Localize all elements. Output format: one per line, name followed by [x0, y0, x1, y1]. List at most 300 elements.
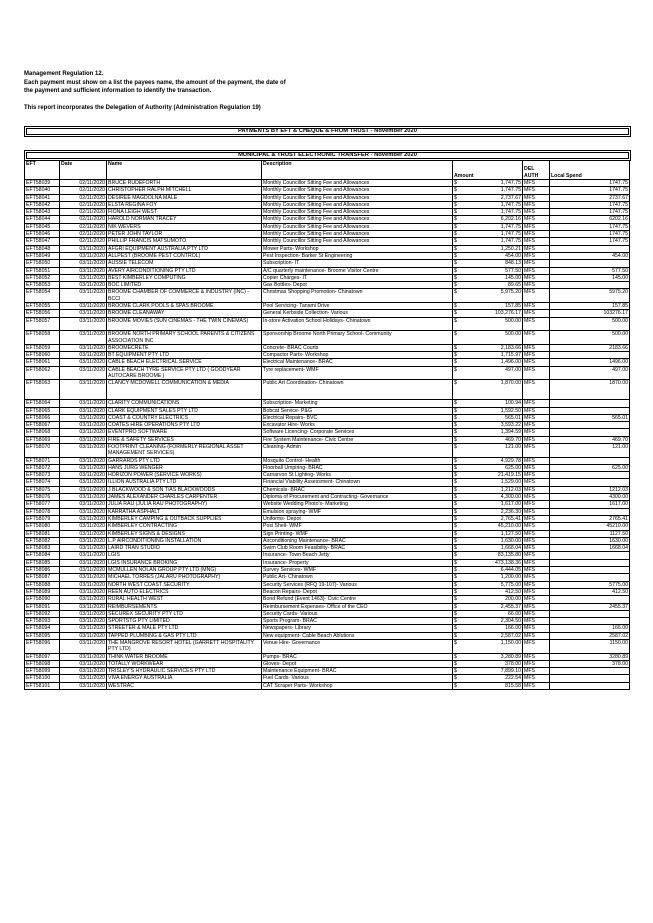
- table-row: [25, 530, 630, 537]
- description-cell: Copier Charges- IT: [262, 274, 453, 281]
- payee-name-cell: CABLE BEACH ELECTRICAL SERVICE: [107, 359, 262, 366]
- date-cell: 03/11/2020: [60, 632, 107, 639]
- eft-cell: EFT58048: [25, 245, 60, 252]
- amount-cell: 412.50: [461, 588, 523, 595]
- date-cell: 03/11/2020: [60, 494, 107, 501]
- table-row: [25, 632, 630, 639]
- auth-cell: MFS: [523, 653, 550, 660]
- date-cell: 03/11/2020: [60, 436, 107, 443]
- table-row: [25, 640, 630, 654]
- currency-cell: $: [453, 260, 461, 267]
- date-cell: 03/11/2020: [60, 660, 107, 667]
- payee-name-cell: TRISLEY'S HYDRAULIC SERVICES PTY LTD: [107, 668, 262, 675]
- auth-cell: MFS: [523, 194, 550, 201]
- local-spend-cell: [550, 559, 630, 566]
- table-row: [25, 668, 630, 675]
- date-cell: 03/11/2020: [60, 545, 107, 552]
- auth-cell: MFS: [523, 530, 550, 537]
- table-row: [25, 366, 630, 380]
- eft-cell: EFT58064: [25, 400, 60, 407]
- auth-cell: MFS: [523, 574, 550, 581]
- description-cell: Monthly Councillor Sitting Fee and Allowances: [262, 238, 453, 245]
- table-row: [25, 618, 630, 625]
- auth-cell: MFS: [523, 552, 550, 559]
- payee-name-cell: COATES HIRE OPERATIONS PTY LTD: [107, 422, 262, 429]
- amount-cell: 625.00: [461, 464, 523, 471]
- table-row: [25, 581, 630, 588]
- payee-name-cell: FIONA LEIGH WEST: [107, 209, 262, 216]
- auth-cell: MFS: [523, 310, 550, 317]
- table-row: [25, 303, 630, 310]
- auth-cell: MFS: [523, 187, 550, 194]
- description-cell: Security Cards- Various: [262, 610, 453, 617]
- currency-cell: $: [453, 366, 461, 380]
- eft-cell: EFT58101: [25, 682, 60, 689]
- currency-cell: $: [453, 436, 461, 443]
- eft-cell: EFT58067: [25, 422, 60, 429]
- eft-cell: EFT58063: [25, 380, 60, 400]
- payee-name-cell: BROOME NORTH PRIMARY SCHOOL PARENTS & CITIZENS ASSOCIATION INC: [107, 331, 262, 345]
- local-spend-cell: [550, 618, 630, 625]
- local-spend-cell: 497.00: [550, 366, 630, 380]
- local-spend-cell: [550, 668, 630, 675]
- amount-cell: 1,747.75: [461, 209, 523, 216]
- description-cell: Bobcat Service- P&G: [262, 407, 453, 414]
- eft-cell: EFT58042: [25, 201, 60, 208]
- auth-cell: MFS: [523, 231, 550, 238]
- description-cell: Beacon Repairs- Depot: [262, 588, 453, 595]
- auth-cell: MFS: [523, 267, 550, 274]
- payee-name-cell: ALLPEST (BROOME PEST CONTROL): [107, 252, 262, 259]
- date-cell: 03/11/2020: [60, 400, 107, 407]
- local-spend-cell: [550, 552, 630, 559]
- local-spend-cell: 1668.04: [550, 545, 630, 552]
- eft-cell: EFT58043: [25, 209, 60, 216]
- local-spend-cell: [550, 682, 630, 689]
- description-cell: Monthly Councillor Sitting Fee and Allowances: [262, 216, 453, 223]
- auth-cell: MFS: [523, 660, 550, 667]
- local-spend-cell: 1127.50: [550, 530, 630, 537]
- amount-cell: 473,138.36: [461, 559, 523, 566]
- auth-cell: MFS: [523, 422, 550, 429]
- eft-cell: EFT58066: [25, 414, 60, 421]
- amount-cell: 469.70: [461, 436, 523, 443]
- date-cell: 03/11/2020: [60, 422, 107, 429]
- header-local-spend: Local Spend: [550, 161, 630, 180]
- table-row: [25, 675, 630, 682]
- payee-name-cell: TOTALLY WORKWEAR: [107, 660, 262, 667]
- date-cell: 03/11/2020: [60, 472, 107, 479]
- date-cell: 03/11/2020: [60, 559, 107, 566]
- auth-cell: MFS: [523, 380, 550, 400]
- date-cell: 03/11/2020: [60, 344, 107, 351]
- date-cell: 03/11/2020: [60, 359, 107, 366]
- description-cell: Software Licencing- Corporate Services: [262, 429, 453, 436]
- description-cell: Subscription- Marketing: [262, 400, 453, 407]
- eft-cell: EFT58085: [25, 559, 60, 566]
- amount-cell: 497.00: [461, 366, 523, 380]
- table-row: [25, 574, 630, 581]
- amount-cell: 166.00: [461, 625, 523, 632]
- date-cell: 03/11/2020: [60, 310, 107, 317]
- table-row: [25, 209, 630, 216]
- description-cell: Airconditioning Maintenance- BRAC: [262, 537, 453, 544]
- description-cell: Posi Shell- WMF: [262, 523, 453, 530]
- amount-cell: 222.54: [461, 675, 523, 682]
- amount-cell: 1,668.04: [461, 545, 523, 552]
- eft-cell: EFT58055: [25, 303, 60, 310]
- auth-cell: MFS: [523, 559, 550, 566]
- table-row: [25, 537, 630, 544]
- description-cell: Financial Viability Assessment- Chinatown: [262, 479, 453, 486]
- local-spend-cell: [550, 675, 630, 682]
- date-cell: 03/11/2020: [60, 501, 107, 508]
- table-row: [25, 317, 630, 331]
- auth-cell: MFS: [523, 457, 550, 464]
- local-spend-cell: 6202.16: [550, 216, 630, 223]
- description-cell: New equipment- Cable Beach Ablutions: [262, 632, 453, 639]
- amount-cell: 2,304.50: [461, 618, 523, 625]
- table-row: [25, 231, 630, 238]
- eft-cell: EFT58091: [25, 603, 60, 610]
- date-cell: 03/11/2020: [60, 515, 107, 522]
- currency-cell: $: [453, 231, 461, 238]
- auth-cell: MFS: [523, 317, 550, 331]
- description-cell: Public Art- Chinatown: [262, 574, 453, 581]
- local-spend-cell: 412.50: [550, 588, 630, 595]
- table-row: [25, 479, 630, 486]
- table-row: [25, 610, 630, 617]
- description-cell: Pumps- BRAC: [262, 653, 453, 660]
- currency-cell: $: [453, 414, 461, 421]
- payee-name-cell: NORTH WEST COAST SECURITY: [107, 581, 262, 588]
- auth-cell: MFS: [523, 567, 550, 574]
- amount-cell: 3,593.22: [461, 422, 523, 429]
- auth-cell: MFS: [523, 603, 550, 610]
- amount-cell: 121.00: [461, 443, 523, 457]
- date-cell: 02/11/2020: [60, 187, 107, 194]
- header-name: Name: [107, 161, 262, 180]
- currency-cell: $: [453, 201, 461, 208]
- eft-cell: EFT58047: [25, 238, 60, 245]
- amount-cell: 66.00: [461, 610, 523, 617]
- currency-cell: $: [453, 407, 461, 414]
- date-cell: 03/11/2020: [60, 486, 107, 493]
- amount-cell: 1,747.75: [461, 223, 523, 230]
- header-del-auth: [523, 161, 550, 180]
- payee-name-cell: LGIS INSURANCE BROKING: [107, 559, 262, 566]
- auth-cell: MFS: [523, 494, 550, 501]
- currency-cell: $: [453, 610, 461, 617]
- auth-cell: MFS: [523, 352, 550, 359]
- amount-cell: 6,444.05: [461, 567, 523, 574]
- currency-cell: $: [453, 675, 461, 682]
- eft-cell: EFT58071: [25, 457, 60, 464]
- local-spend-cell: 1747.75: [550, 209, 630, 216]
- amount-cell: 2,183.66: [461, 344, 523, 351]
- auth-cell: MFS: [523, 344, 550, 351]
- currency-cell: $: [453, 352, 461, 359]
- date-cell: 03/11/2020: [60, 618, 107, 625]
- currency-cell: $: [453, 209, 461, 216]
- description-cell: Insurance- Property: [262, 559, 453, 566]
- currency-cell: $: [453, 640, 461, 654]
- auth-cell: MFS: [523, 407, 550, 414]
- regulation-title: Management Regulation 12.: [24, 71, 104, 77]
- local-spend-cell: 1212.03: [550, 486, 630, 493]
- description-cell: Security Services (RFQ 19-107)- Various: [262, 581, 453, 588]
- table-row: [25, 223, 630, 230]
- payee-name-cell: JAMES ALEXANDER CHARLES CARPENTER: [107, 494, 262, 501]
- table-row: [25, 380, 630, 400]
- currency-cell: $: [453, 559, 461, 566]
- local-spend-cell: 1747.75: [550, 180, 630, 187]
- amount-cell: 1,496.00: [461, 359, 523, 366]
- payee-name-cell: STREETER & MALE PTY LTD: [107, 625, 262, 632]
- date-cell: 03/11/2020: [60, 252, 107, 259]
- table-row: [25, 238, 630, 245]
- table-row: [25, 501, 630, 508]
- date-cell: 03/11/2020: [60, 245, 107, 252]
- date-cell: 03/11/2020: [60, 668, 107, 675]
- description-cell: Electrical Maintenance- BRAC: [262, 359, 453, 366]
- table-row: [25, 245, 630, 252]
- auth-cell: MFS: [523, 618, 550, 625]
- eft-cell: EFT58065: [25, 407, 60, 414]
- eft-cell: EFT58061: [25, 359, 60, 366]
- amount-cell: 454.00: [461, 252, 523, 259]
- payee-name-cell: HORIZON POWER (SERVICE WORKS): [107, 472, 262, 479]
- payee-name-cell: PHILLIP FRANCIS MATSUMOTO: [107, 238, 262, 245]
- payee-name-cell: KIMBERLEY CAMPING & OUTBACK SUPPLIES: [107, 515, 262, 522]
- eft-cell: EFT58096: [25, 640, 60, 654]
- auth-cell: MFS: [523, 359, 550, 366]
- description-cell: Fire System Maintenance- Civic Centre: [262, 436, 453, 443]
- amount-cell: 2,587.02: [461, 632, 523, 639]
- payee-name-cell: COAST & COUNTRY ELECTRICS: [107, 414, 262, 421]
- amount-cell: 1,127.50: [461, 530, 523, 537]
- description-cell: A/C quarterly maintenance- Broome Visitor Centre: [262, 267, 453, 274]
- local-spend-cell: 1617.00: [550, 501, 630, 508]
- local-spend-cell: [550, 422, 630, 429]
- regulation-text-2: the payment and sufficient information to identify the transaction.: [24, 88, 212, 94]
- amount-cell: 2,236.30: [461, 508, 523, 515]
- currency-cell: $: [453, 303, 461, 310]
- eft-cell: EFT58088: [25, 581, 60, 588]
- auth-cell: MFS: [523, 486, 550, 493]
- local-spend-cell: 577.50: [550, 267, 630, 274]
- date-cell: 03/11/2020: [60, 537, 107, 544]
- description-cell: Cleaning- Admin: [262, 443, 453, 457]
- date-cell: 03/11/2020: [60, 610, 107, 617]
- amount-cell: 815.58: [461, 682, 523, 689]
- eft-cell: EFT58081: [25, 530, 60, 537]
- description-cell: In-store Activation School Holidays- Chinatown: [262, 317, 453, 331]
- description-cell: Sign Printing- WMF: [262, 530, 453, 537]
- table-row: [25, 216, 630, 223]
- auth-cell: MFS: [523, 668, 550, 675]
- eft-cell: EFT58094: [25, 625, 60, 632]
- auth-cell: MFS: [523, 282, 550, 289]
- payee-name-cell: EVENTPRO SOFTWARE: [107, 429, 262, 436]
- payments-table: [24, 160, 630, 690]
- payee-name-cell: BROOME CHAMBER OF COMMERCE & INDUSTRY (INC) - BCCI: [107, 289, 262, 303]
- eft-cell: EFT58059: [25, 344, 60, 351]
- currency-cell: $: [453, 238, 461, 245]
- header-description: Description: [262, 161, 453, 180]
- date-cell: 03/11/2020: [60, 380, 107, 400]
- payee-name-cell: AUSSIE TELECOM: [107, 260, 262, 267]
- description-cell: Monthly Councillor Sitting Fee and Allowances: [262, 187, 453, 194]
- date-cell: 02/11/2020: [60, 216, 107, 223]
- eft-cell: EFT58039: [25, 180, 60, 187]
- date-cell: 03/11/2020: [60, 552, 107, 559]
- eft-cell: EFT58060: [25, 352, 60, 359]
- currency-cell: $: [453, 443, 461, 457]
- description-cell: Uniforms- Depot: [262, 515, 453, 522]
- table-row: [25, 523, 630, 530]
- date-cell: 03/11/2020: [60, 282, 107, 289]
- description-cell: Insurance- Town Beach Jetty: [262, 552, 453, 559]
- description-cell: Gloves- Depot: [262, 660, 453, 667]
- auth-cell: MFS: [523, 201, 550, 208]
- payee-name-cell: BRUCE RUDEFORTH: [107, 180, 262, 187]
- date-cell: 03/11/2020: [60, 443, 107, 457]
- description-cell: Floorball Umpiring- BRAC: [262, 464, 453, 471]
- currency-cell: $: [453, 464, 461, 471]
- eft-cell: EFT58053: [25, 282, 60, 289]
- date-cell: 03/11/2020: [60, 523, 107, 530]
- date-cell: 02/11/2020: [60, 209, 107, 216]
- eft-cell: EFT58100: [25, 675, 60, 682]
- table-row: [25, 603, 630, 610]
- eft-cell: EFT58044: [25, 216, 60, 223]
- date-cell: 02/11/2020: [60, 180, 107, 187]
- local-spend-cell: 1150.00: [550, 640, 630, 654]
- payee-name-cell: MCMULLEN NOLAN GROUP PTY LTD (MNG): [107, 567, 262, 574]
- currency-cell: $: [453, 545, 461, 552]
- amount-cell: 200.00: [461, 596, 523, 603]
- date-cell: 03/11/2020: [60, 267, 107, 274]
- auth-cell: MFS: [523, 464, 550, 471]
- payee-name-cell: BEST KIMBERLEY COMPUTING: [107, 274, 262, 281]
- auth-cell: MFS: [523, 331, 550, 345]
- local-spend-cell: 2183.66: [550, 344, 630, 351]
- currency-cell: $: [453, 515, 461, 522]
- amount-cell: 4,300.00: [461, 494, 523, 501]
- amount-cell: 1,747.75: [461, 180, 523, 187]
- payee-name-cell: GARRARDS PTY LTD: [107, 457, 262, 464]
- payee-name-cell: BROOME CLARK POOLS & SPAS BROOME: [107, 303, 262, 310]
- date-cell: 03/11/2020: [60, 331, 107, 345]
- description-cell: Reimbursement Expenses- Office of the CEO: [262, 603, 453, 610]
- eft-cell: EFT58049: [25, 252, 60, 259]
- auth-cell: MFS: [523, 596, 550, 603]
- currency-cell: $: [453, 223, 461, 230]
- amount-cell: 1,394.59: [461, 429, 523, 436]
- table-row: [25, 201, 630, 208]
- eft-cell: EFT58054: [25, 289, 60, 303]
- table-row: [25, 653, 630, 660]
- currency-cell: $: [453, 359, 461, 366]
- description-cell: Excavator Hire- Works: [262, 422, 453, 429]
- eft-cell: EFT58093: [25, 618, 60, 625]
- amount-cell: 1,212.03: [461, 486, 523, 493]
- eft-cell: EFT58083: [25, 545, 60, 552]
- auth-cell: MFS: [523, 252, 550, 259]
- currency-cell: $: [453, 400, 461, 407]
- local-spend-cell: [550, 479, 630, 486]
- description-cell: Electrical Repairs- BVC: [262, 414, 453, 421]
- local-spend-cell: 1496.00: [550, 359, 630, 366]
- payee-name-cell: SPORTSTG PTY LIMITED: [107, 618, 262, 625]
- payee-name-cell: NIK WEVERS: [107, 223, 262, 230]
- auth-cell: MFS: [523, 625, 550, 632]
- currency-cell: $: [453, 422, 461, 429]
- payee-name-cell: CLARK EQUIPMENT SALES PTY LTD: [107, 407, 262, 414]
- currency-cell: $: [453, 274, 461, 281]
- eft-cell: EFT58041: [25, 194, 60, 201]
- currency-cell: $: [453, 530, 461, 537]
- auth-cell: MFS: [523, 260, 550, 267]
- amount-cell: 5,775.00: [461, 581, 523, 588]
- currency-cell: $: [453, 552, 461, 559]
- payee-name-cell: MICHAEL TORRES (JALARU PHOTOGRAPHY): [107, 574, 262, 581]
- auth-cell: MFS: [523, 180, 550, 187]
- payee-name-cell: REEN AUTO ELECTRICS: [107, 588, 262, 595]
- amount-cell: 83,135.80: [461, 552, 523, 559]
- currency-cell: $: [453, 479, 461, 486]
- local-spend-cell: [550, 282, 630, 289]
- currency-cell: $: [453, 216, 461, 223]
- payee-name-cell: SECUREX SECURITY PTY LTD: [107, 610, 262, 617]
- amount-cell: 1,747.75: [461, 187, 523, 194]
- local-spend-cell: 166.00: [550, 625, 630, 632]
- auth-cell: MFS: [523, 515, 550, 522]
- eft-cell: EFT58080: [25, 523, 60, 530]
- local-spend-cell: 1870.00: [550, 380, 630, 400]
- eft-cell: EFT58087: [25, 574, 60, 581]
- currency-cell: $: [453, 245, 461, 252]
- description-cell: Concrete- BRAC Courts: [262, 344, 453, 351]
- description-cell: General Kerbside Collection- Various: [262, 310, 453, 317]
- table-row: [25, 400, 630, 407]
- eft-cell: EFT58090: [25, 596, 60, 603]
- auth-cell: MFS: [523, 216, 550, 223]
- table-row: [25, 344, 630, 351]
- local-spend-cell: 469.70: [550, 436, 630, 443]
- amount-cell: 1,529.00: [461, 479, 523, 486]
- date-cell: 03/11/2020: [60, 640, 107, 654]
- payee-name-cell: CLARITY COMMUNICATIONS: [107, 400, 262, 407]
- intro-block: [24, 70, 286, 112]
- eft-cell: EFT58051: [25, 267, 60, 274]
- table-row: [25, 559, 630, 566]
- eft-cell: EFT58089: [25, 588, 60, 595]
- table-row: [25, 194, 630, 201]
- amount-cell: 103,276.17: [461, 310, 523, 317]
- local-spend-cell: 378.00: [550, 660, 630, 667]
- eft-cell: EFT58045: [25, 223, 60, 230]
- payee-name-cell: THE MANGROVE RESORT HOTEL (GARRETT HOSPITALITY PTY LTD): [107, 640, 262, 654]
- local-spend-cell: 500.00: [550, 317, 630, 331]
- local-spend-cell: 2587.02: [550, 632, 630, 639]
- amount-cell: 1,630.00: [461, 537, 523, 544]
- currency-cell: $: [453, 187, 461, 194]
- date-cell: 02/11/2020: [60, 238, 107, 245]
- description-cell: Mower Parts- Workshop: [262, 245, 453, 252]
- report-banner: PAYMENTS BY EFT & CHEQUE & FROM TRUST - November 2020: [24, 126, 631, 137]
